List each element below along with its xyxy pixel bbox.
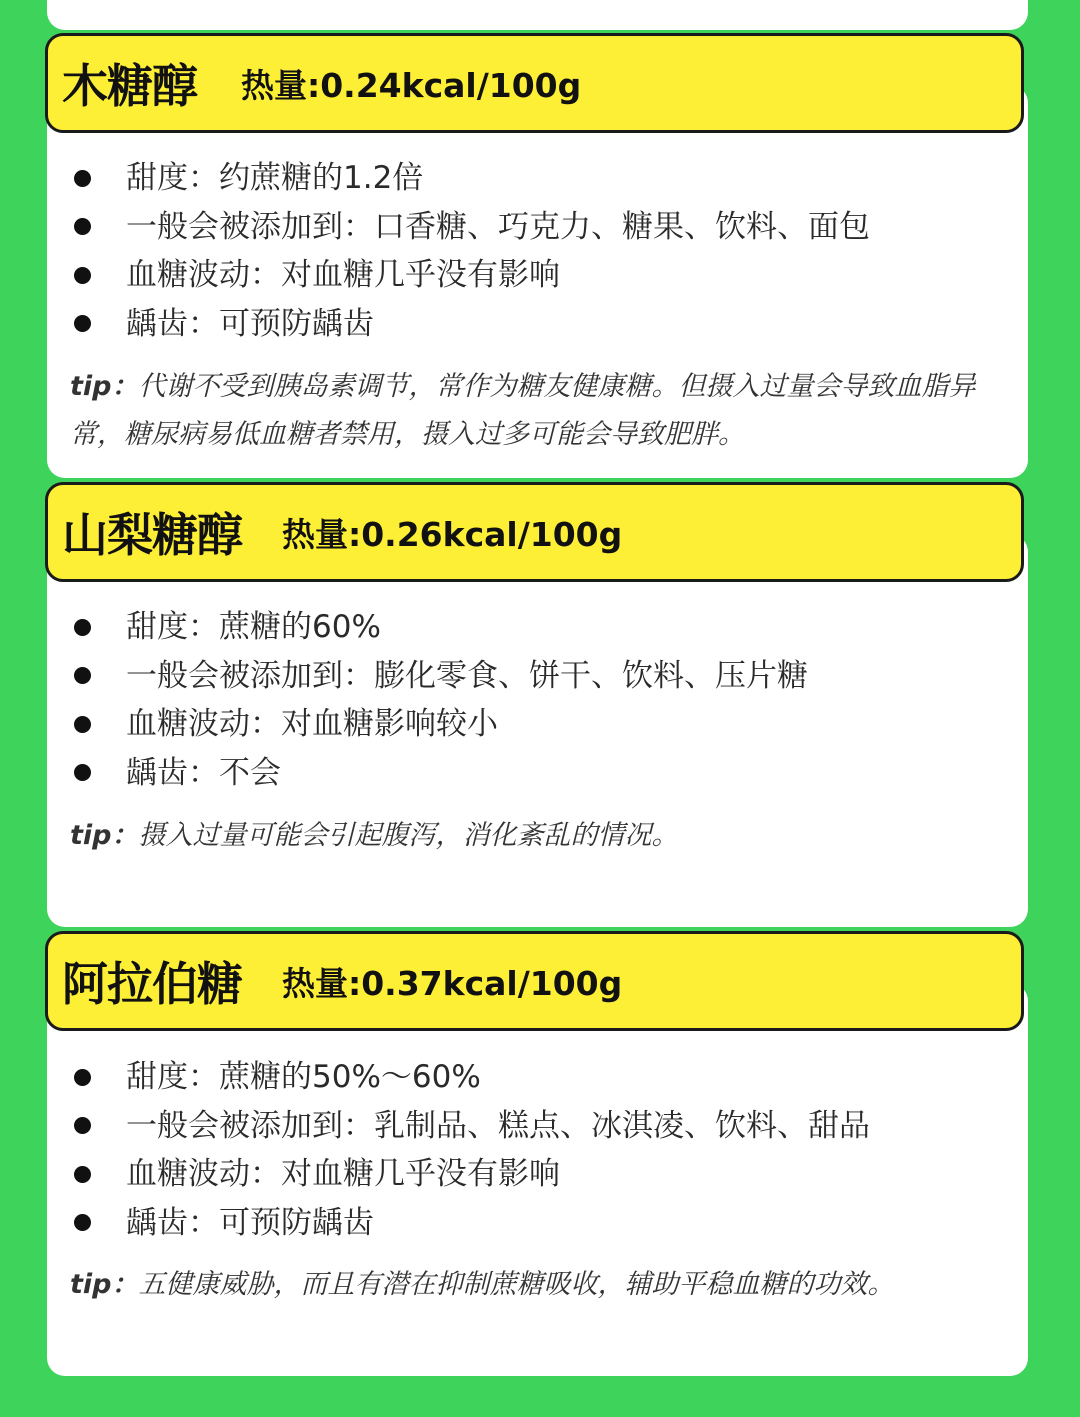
title-bar-xylitol — [45, 33, 1024, 133]
tip-text: tip：摄入过量可能会引起腹泻，消化紊乱的情况。 — [70, 820, 679, 851]
bullet-icon — [74, 1214, 91, 1231]
section-title: 山梨糖醇 — [62, 508, 242, 562]
bullet-icon — [74, 764, 91, 781]
tip-label: tip： — [70, 371, 139, 402]
bullet-icon — [74, 170, 91, 187]
list-item: 血糖波动：对血糖几乎没有影响 — [70, 1150, 870, 1199]
title-bar-sorbitol — [45, 482, 1024, 582]
bullet-icon — [74, 619, 91, 636]
section-title: 阿拉伯糖 — [62, 957, 242, 1011]
info-list — [70, 603, 808, 797]
info-list — [70, 1053, 870, 1247]
section-title: 木糖醇 — [62, 59, 197, 113]
bullet-icon — [74, 315, 91, 332]
calorie-label: 热量:0.37kcal/100g — [282, 963, 623, 1003]
list-item: 甜度：约蔗糖的1.2倍 — [70, 154, 870, 203]
calorie-label: 热量:0.24kcal/100g — [241, 65, 582, 105]
list-item: 龋齿：可预防龋齿 — [70, 300, 870, 349]
tip-label: tip： — [70, 820, 139, 851]
list-item: 龋齿：不会 — [70, 749, 808, 798]
tip-text: tip：五健康威胁，而且有潜在抑制蔗糖吸收，辅助平稳血糖的功效。 — [70, 1269, 895, 1300]
title-bar-arabinose — [45, 931, 1024, 1031]
list-item: 一般会被添加到：乳制品、糕点、冰淇凌、饮料、甜品 — [70, 1102, 870, 1151]
tip-label: tip： — [70, 1269, 139, 1300]
list-item: 一般会被添加到：口香糖、巧克力、糖果、饮料、面包 — [70, 203, 870, 252]
bullet-icon — [74, 667, 91, 684]
bullet-icon — [74, 1117, 91, 1134]
list-item: 甜度：蔗糖的60% — [70, 603, 808, 652]
calorie-label: 热量:0.26kcal/100g — [282, 514, 623, 554]
bullet-icon — [74, 716, 91, 733]
bullet-icon — [74, 1166, 91, 1183]
bullet-icon — [74, 218, 91, 235]
tip-text: tip：代谢不受到胰岛素调节，常作为糖友健康糖。但摄入过量会导致血脂异常，糖尿病易低血糖者禁用，摄入过多可能会导致肥胖。 — [70, 371, 976, 450]
list-item: 龋齿：可预防龋齿 — [70, 1199, 870, 1248]
list-item: 甜度：蔗糖的50%～60% — [70, 1053, 870, 1102]
bullet-icon — [74, 267, 91, 284]
list-item: 一般会被添加到：膨化零食、饼干、饮料、压片糖 — [70, 652, 808, 701]
bullet-icon — [74, 1069, 91, 1086]
list-item: 血糖波动：对血糖几乎没有影响 — [70, 251, 870, 300]
list-item: 血糖波动：对血糖影响较小 — [70, 700, 808, 749]
previous-card — [47, 0, 1028, 30]
info-list — [70, 154, 870, 348]
